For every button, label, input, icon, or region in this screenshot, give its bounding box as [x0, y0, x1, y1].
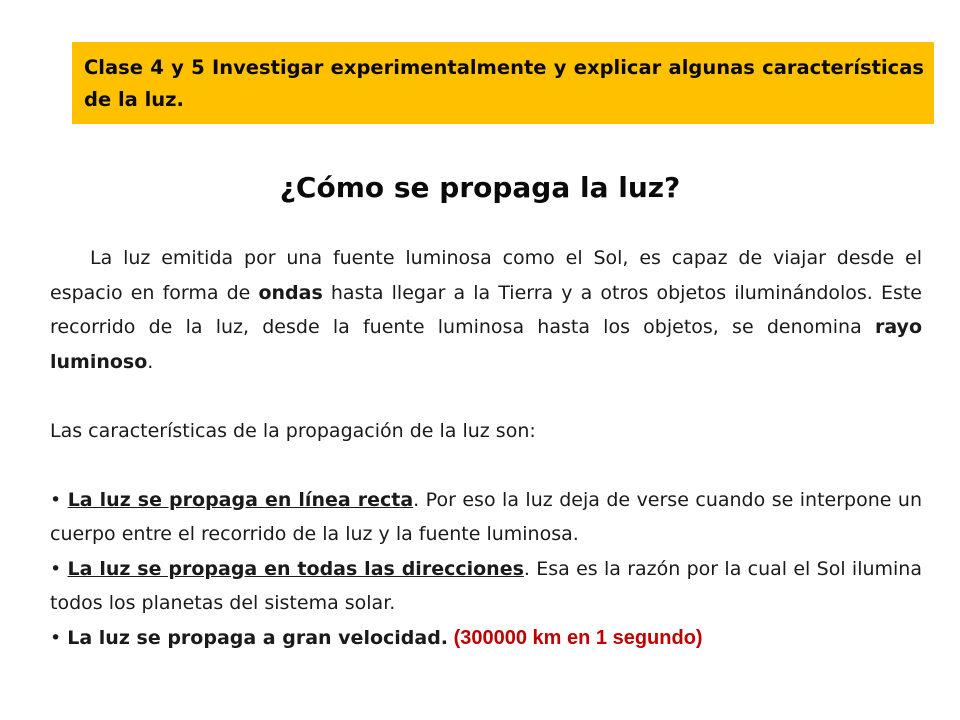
bullet-heading: La luz se propaga a gran velocidad. [67, 626, 449, 649]
class-header-text: Clase 4 y 5 Investigar experimentalmente y explicar algunas características de la luz. [84, 56, 924, 111]
bullet-item-speed [50, 621, 922, 656]
characteristics-intro: Las características de la propagación de la luz son: [50, 419, 536, 442]
content-body [50, 241, 922, 655]
spacer [50, 448, 922, 483]
speed-value: (300000 km en 1 segundo) [448, 626, 703, 649]
intro-text-1: La luz emitida por una fuente luminosa como el Sol, es capaz de viajar desde el espacio en forma de [50, 247, 922, 304]
bullet-heading: La luz se propaga en línea recta [67, 488, 414, 511]
bullet-item-all-directions [50, 552, 922, 621]
bullet-marker: • [50, 557, 68, 580]
bullet-text: . Esa es la razón por la cual el Sol ilumina todos los planetas del sistema solar. [50, 557, 922, 614]
spacer [50, 379, 922, 414]
intro-keyword-ondas: ondas [258, 281, 323, 304]
bullet-heading: La luz se propaga en todas las direcciones [67, 557, 524, 580]
intro-keyword-rayo-luminoso: rayo luminoso [50, 316, 922, 373]
bullet-marker: • [50, 488, 68, 511]
bullet-item-straight-line [50, 483, 922, 552]
intro-text-3: . [147, 350, 154, 373]
intro-paragraph [50, 241, 922, 379]
intro-text-2: hasta llegar a la Tierra y a otros objetos iluminándolos. Este recorrido de la luz, desde la fuente luminosa hasta los objetos, se denomina [50, 281, 922, 338]
class-header-banner [72, 42, 934, 124]
bullet-marker: • [50, 626, 68, 649]
page-title: ¿Cómo se propaga la luz? [279, 171, 681, 204]
bullet-text: . Por eso la luz deja de verse cuando se interpone un cuerpo entre el recorrido de la luz y la fuente luminosa. [50, 488, 923, 545]
